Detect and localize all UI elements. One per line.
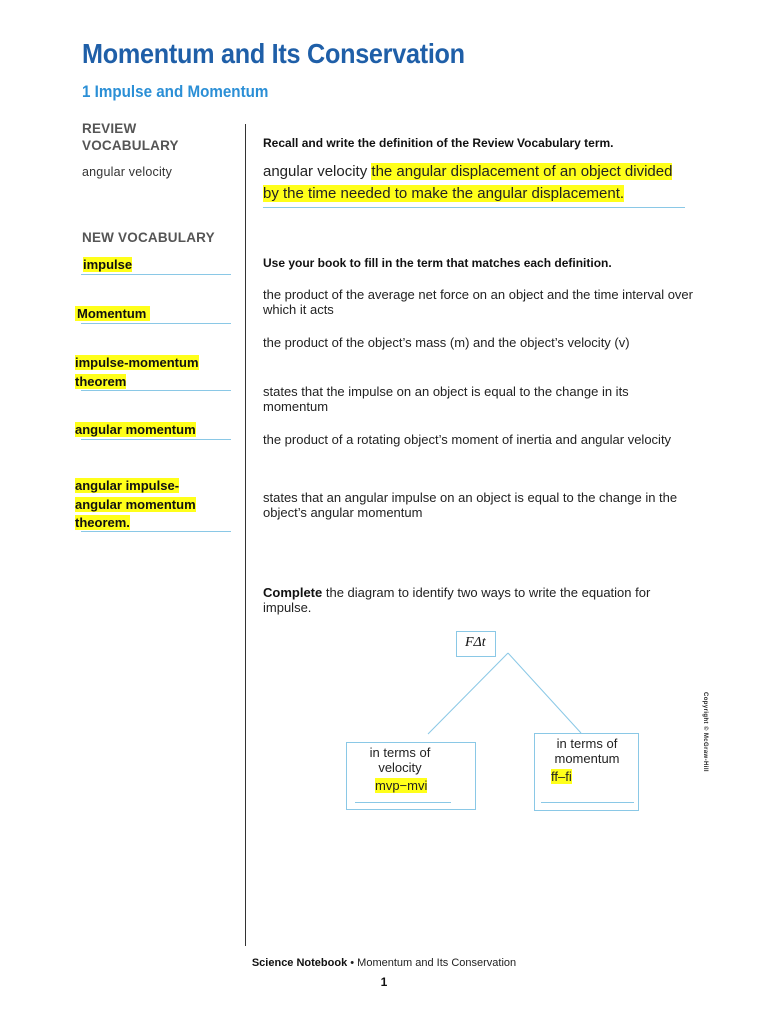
page-title: Momentum and Its Conservation bbox=[82, 38, 465, 69]
vocab-term-text: Momentum bbox=[75, 306, 150, 321]
footer-chapter: • Momentum and Its Conservation bbox=[347, 957, 517, 969]
review-vocabulary-heading: REVIEW VOCABULARY bbox=[82, 121, 179, 153]
new-vocabulary-instruction: Use your book to fill in the term that matches each definition. bbox=[263, 256, 612, 270]
diagram-instruction-bold: Complete bbox=[263, 585, 323, 600]
vocab-term-text: impulse-momentum theorem bbox=[75, 355, 199, 389]
momentum-answer: ff–fi bbox=[551, 769, 572, 784]
footer-book-name: Science Notebook bbox=[251, 957, 348, 969]
page-number: 1 bbox=[380, 975, 388, 989]
definition-2: the product of the object’s mass (m) and the object’s velocity (v) bbox=[263, 335, 630, 350]
definition-3: states that the impulse on an object is equal to the change in its momentum bbox=[263, 384, 629, 414]
vocab-term-text: impulse bbox=[83, 257, 133, 272]
copyright-notice: Copyright © McGraw-Hill bbox=[702, 692, 708, 772]
impulse-formula-box bbox=[456, 631, 496, 657]
answer-line bbox=[355, 802, 451, 803]
velocity-answer: mvp−mvi bbox=[375, 778, 428, 793]
review-vocabulary-term: angular velocity bbox=[82, 165, 173, 179]
review-answer-term: angular velocity bbox=[263, 163, 368, 180]
impulse-formula: FΔt bbox=[465, 635, 486, 650]
review-instruction: Recall and write the definition of the Review Vocabulary term. bbox=[263, 136, 614, 150]
answer-line bbox=[541, 802, 634, 803]
definition-1: the product of the average net force on an object and the time interval over which it acts bbox=[263, 287, 693, 317]
momentum-box[interactable] bbox=[534, 733, 639, 811]
section-subtitle: 1 Impulse and Momentum bbox=[82, 83, 269, 101]
vocab-term-text: angular impulse-angular momentum theorem. bbox=[75, 478, 196, 530]
review-answer-definition: the angular displacement of an object divided by the time needed to make the angular displacement. bbox=[263, 163, 673, 202]
definition-4: the product of a rotating object’s moment of inertia and angular velocity bbox=[263, 432, 672, 447]
diagram-instruction-text: the diagram to identify two ways to write the equation for impulse. bbox=[263, 585, 651, 615]
new-vocabulary-heading: NEW VOCABULARY bbox=[82, 230, 215, 245]
vocab-term-text: angular momentum bbox=[75, 422, 196, 437]
momentum-label: in terms of momentum bbox=[554, 736, 620, 766]
definition-5: states that an angular impulse on an object is equal to the change in the object’s angular momentum bbox=[263, 490, 678, 520]
footer bbox=[0, 957, 768, 969]
velocity-box[interactable] bbox=[346, 742, 476, 810]
velocity-label: in terms of velocity bbox=[369, 745, 431, 775]
